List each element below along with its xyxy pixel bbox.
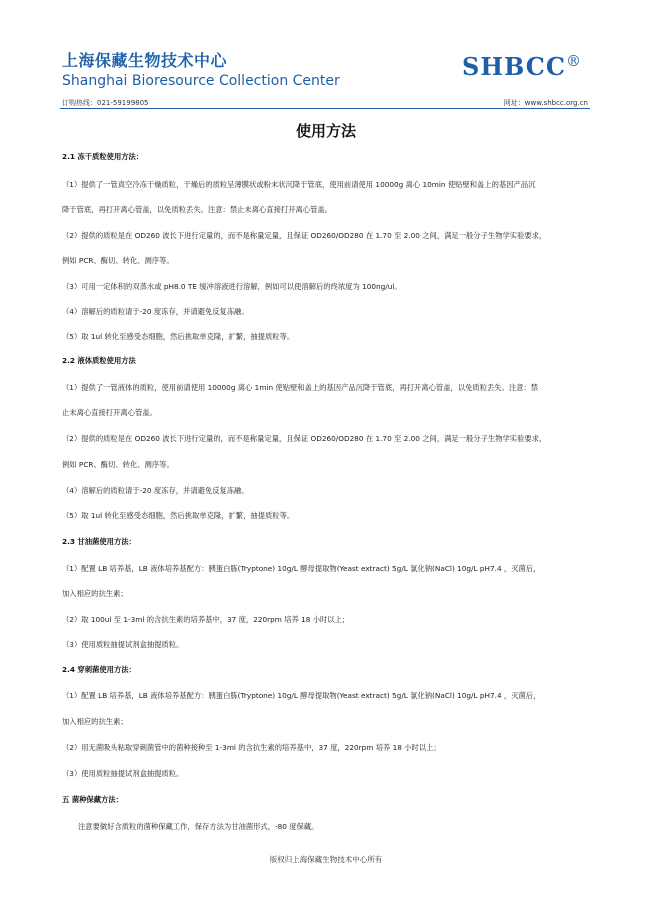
body-line: （3）使用质粒抽提试剂盒抽提质粒。 (62, 640, 184, 649)
body-line: （2）提供的质粒是在 OD260 波长下进行定量的，而不是称量定量，且保证 OD260/OD280 在 1.70 至 2.00 之间，满足一般分子生物学实验要求， (62, 434, 547, 443)
section-heading: 2.3 甘油菌使用方法： (62, 537, 136, 546)
body-line: （2）用无菌吸头粘取穿刺菌管中的菌种接种至 1-3ml 的含抗生素的培养基中，37 度，220rpm 培养 18 小时以上； (62, 743, 441, 752)
body-line: （2）取 100ul 至 1-3ml 的含抗生素的培养基中，37 度，220rpm 培养 18 小时以上； (62, 615, 350, 624)
body-line: （5）取 1ul 转化至感受态细胞，然后挑取单克隆，扩繁，抽提质粒等。 (62, 332, 295, 341)
body-line: （5）取 1ul 转化至感受态细胞，然后挑取单克隆，扩繁，抽提质粒等。 (62, 511, 295, 520)
body-line: （4）溶解后的质粒请于-20 度冻存，并请避免反复冻融。 (62, 307, 249, 316)
registered-mark: ® (566, 52, 582, 70)
website-address: 网址：www.shbcc.org.cn (503, 99, 588, 107)
body-line: （2）提供的质粒是在 OD260 波长下进行定量的，而不是称量定量，且保证 OD260/OD280 在 1.70 至 2.00 之间，满足一般分子生物学实验要求， (62, 231, 547, 240)
body-line: 止未离心直接打开离心管盖。 (62, 408, 157, 417)
brand-text: SHBCC (462, 52, 566, 81)
section-heading: 2.1 冻干质粒使用方法： (62, 152, 144, 161)
body-line: 注意要做好含质粒的菌种保藏工作，保存方法为甘油菌形式，-80 度保藏。 (78, 822, 319, 831)
org-name-chinese: 上海保藏生物技术中心 (62, 51, 228, 70)
body-line: （1）配置 LB 培养基，LB 液体培养基配方：胰蛋白胨(Tryptone) 10g/L 酵母提取物(Yeast extract) 5g/L 氯化钠(NaCl) 10g/L pH7.4 ，灭菌后， (62, 564, 541, 573)
body-line: （3）使用质粒抽提试剂盒抽提质粒。 (62, 769, 184, 778)
body-line: （4）溶解后的质粒请于-20 度冻存，并请避免反复冻融。 (62, 486, 249, 495)
body-line: （1）提供了一管液体的质粒，使用前请使用 10000g 离心 1min 使贴壁和盖上的基因产品沉降于管底，再打开离心管盖，以免质粒丢失。注意：禁 (62, 383, 539, 392)
section-heading: 五 菌种保藏方法： (62, 795, 123, 804)
section-heading: 2.2 液体质粒使用方法 (62, 356, 136, 365)
section-heading: 2.4 穿刺菌使用方法： (62, 665, 136, 674)
body-line: （3）可用一定体积的双蒸水或 pH8.0 TE 缓冲溶液进行溶解，例如可以使溶解后的终浓度为 100ng/ul。 (62, 282, 402, 291)
header-divider (60, 108, 590, 109)
body-line: （1）配置 LB 培养基，LB 液体培养基配方：胰蛋白胨(Tryptone) 10g/L 酵母提取物(Yeast extract) 5g/L 氯化钠(NaCl) 10g/L pH7.4 ，灭菌后， (62, 691, 541, 700)
body-line: 加入相应的抗生素； (62, 589, 128, 598)
body-line: 降于管底，再打开离心管盖，以免质粒丢失。注意：禁止未离心直接打开离心管盖。 (62, 205, 332, 214)
brand-logo (462, 52, 582, 81)
order-hotline: 订购热线：021-59199805 (62, 99, 149, 107)
copyright-footer: 版权归上海保藏生物技术中心所有 (269, 855, 383, 864)
body-line: 加入相应的抗生素； (62, 717, 128, 726)
body-line: 例如 PCR、酶切、转化、测序等。 (62, 460, 174, 469)
org-name-english: Shanghai Bioresource Collection Center (62, 73, 340, 89)
body-line: 例如 PCR、酶切、转化、测序等。 (62, 256, 174, 265)
body-line: （1）提供了一管真空冷冻干燥质粒，干燥后的质粒呈薄膜状或粉末状沉降于管底，使用前请使用 10000g 离心 10min 使贴壁和盖上的基因产品沉 (62, 180, 536, 189)
page-title: 使用方法 (295, 122, 356, 140)
